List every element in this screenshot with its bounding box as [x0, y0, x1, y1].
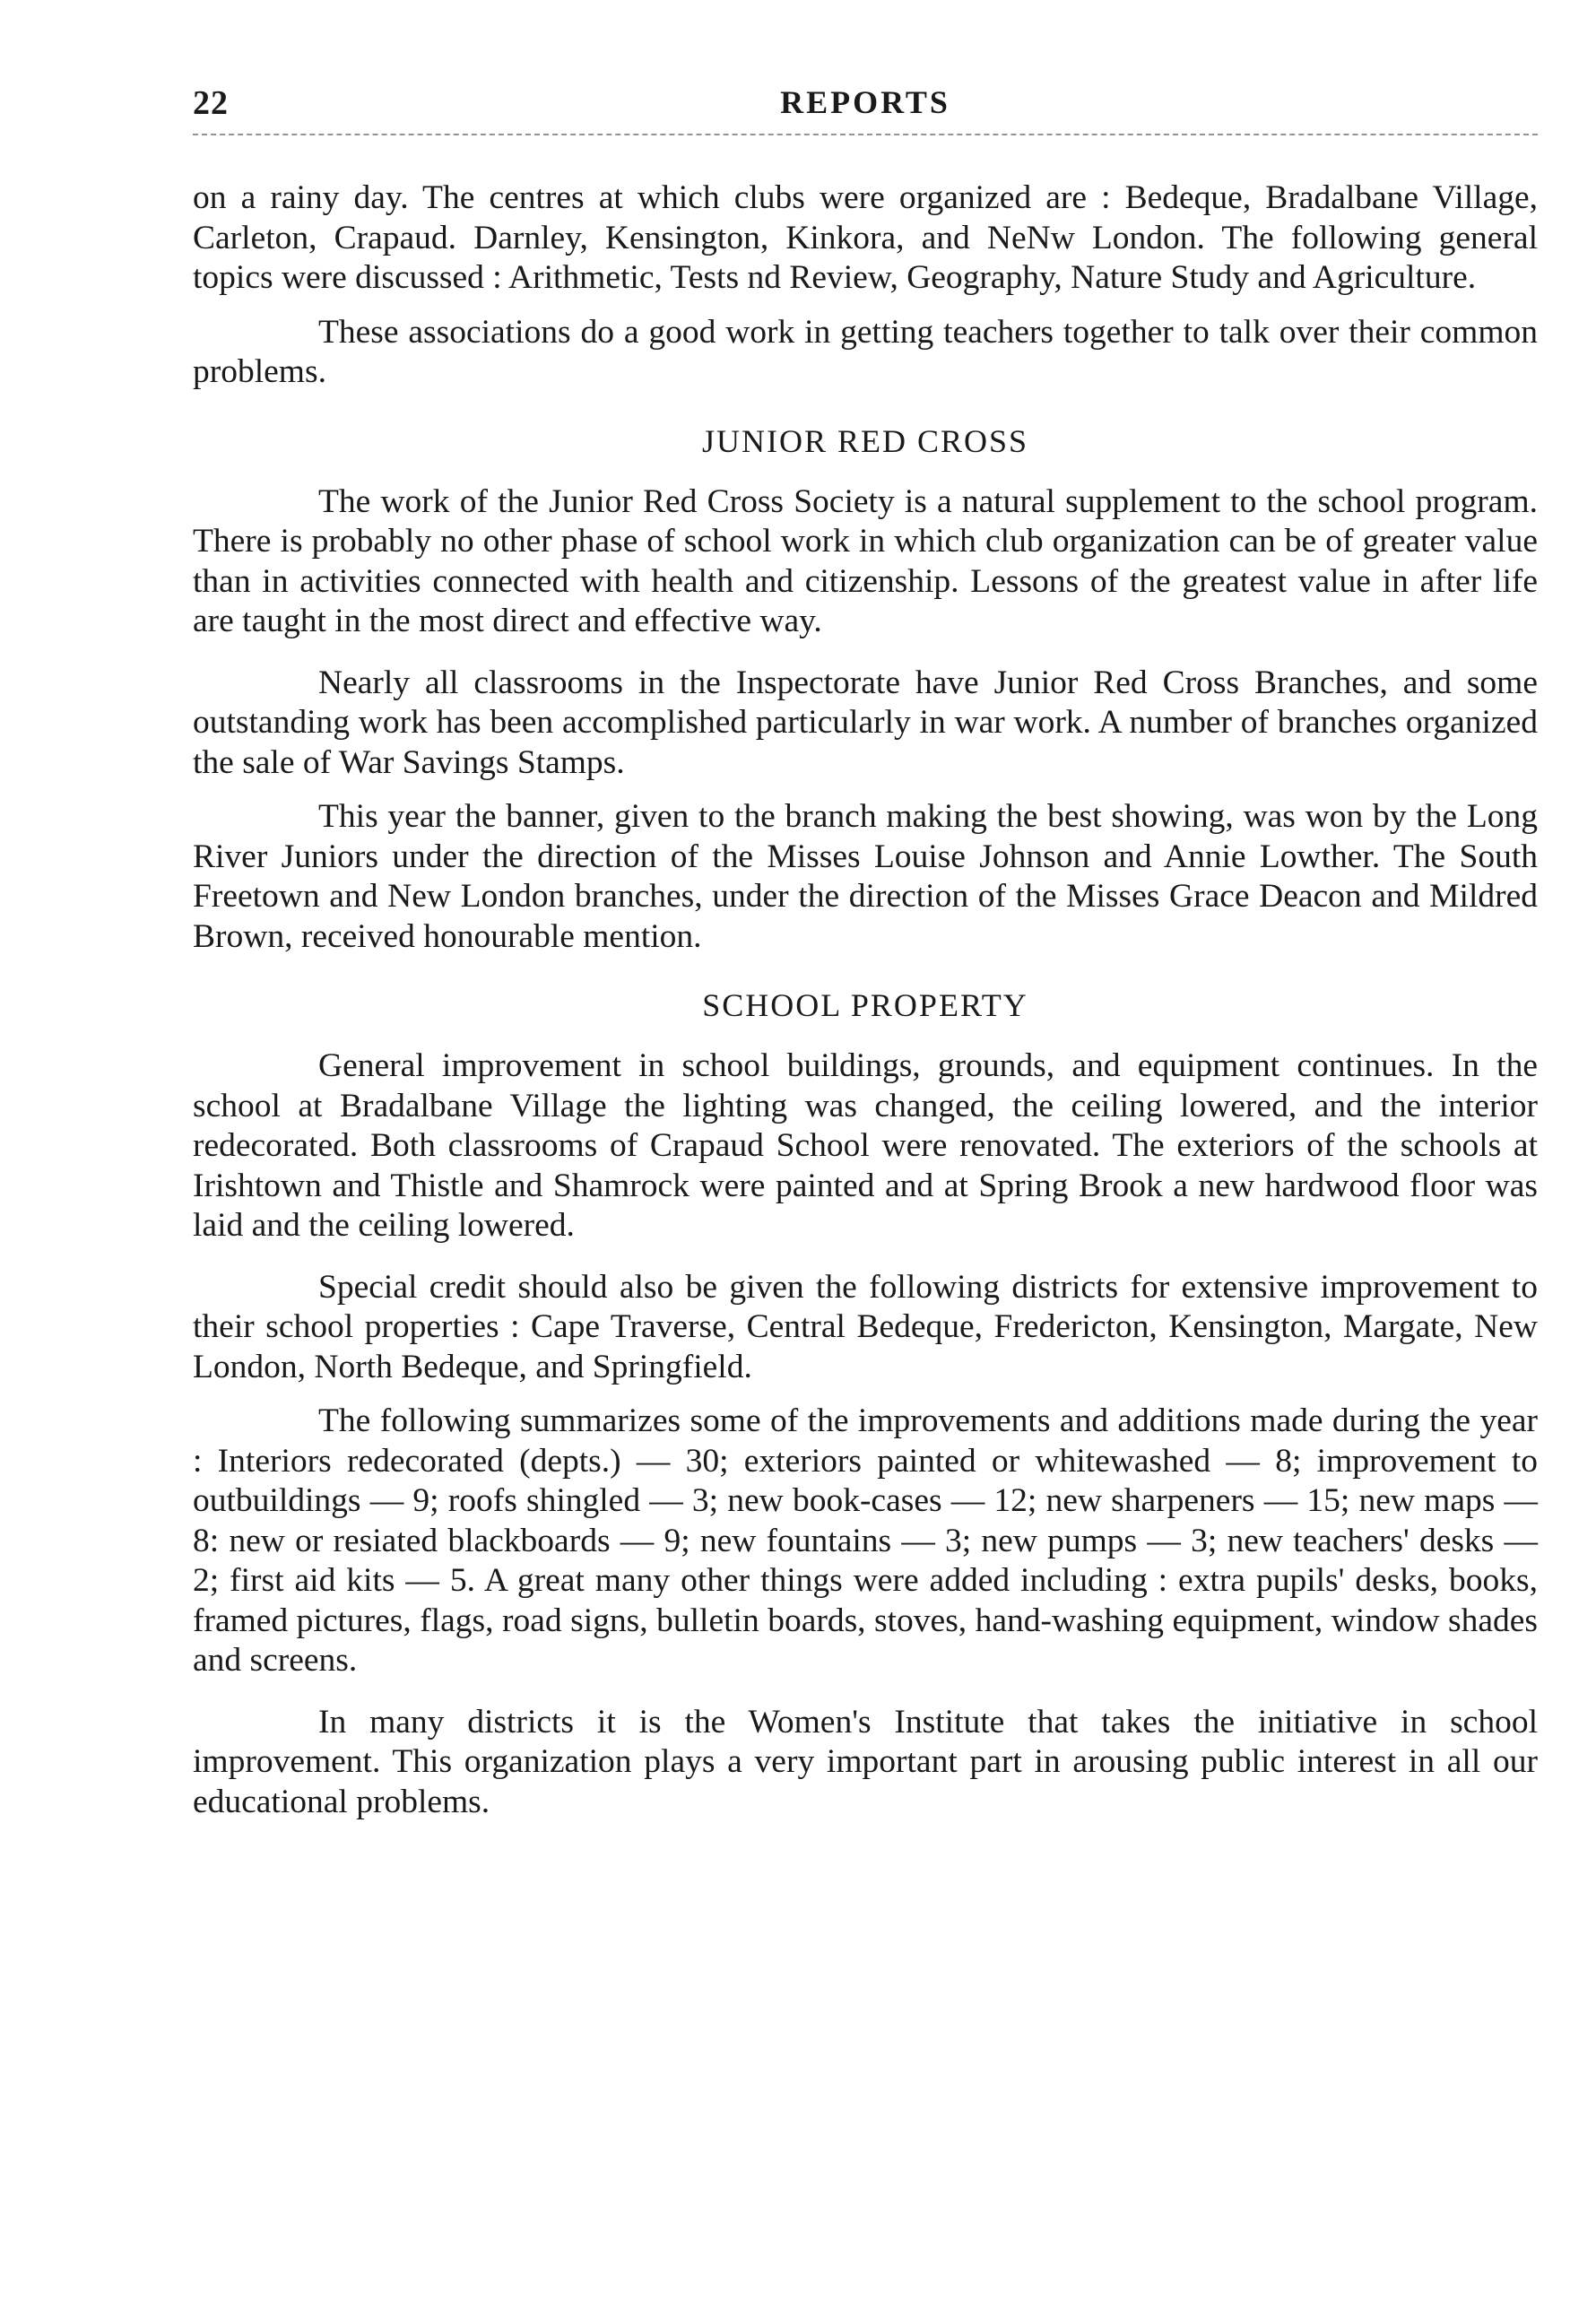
- document-page: [193, 76, 1538, 1844]
- heading-junior-red-cross: JUNIOR RED CROSS: [701, 422, 1029, 459]
- body-text: [193, 178, 1538, 1822]
- paragraph-red-cross-work: The work of the Junior Red Cross Society is a natural supplement to the school program. There is probably no other phase of school work in which club organization can be of greater value than in activities connected with health and citizenship. Lessons of the greatest value in after life are taught in the most direct and effective way.: [193, 482, 1538, 639]
- paragraph-womens-institute: In many districts it is the Women's Institute that takes the initiative in school improvement. This organization plays a very important part in arousing public interest in all our educational problems.: [193, 1703, 1538, 1820]
- paragraph-improvement-summary: The following summarizes some of the improvements and additions made during the year : Interiors redecorated (depts.) — 30; exteriors painted or whitewashed — 8; improvement to outbuildings — 9; roofs shingled — 3; new book-cases — 12; new sharpeners — 15; new maps — 8: new or resiated blackboards — 9; new fountains — 3; new pumps — 3; new teachers' desks — 2; first aid kits — 5. A great many other things were added including : extra pupils' desks, books, framed pictures, flags, road signs, bulletin boards, stoves, hand-washing equipment, window shades and screens.: [193, 1402, 1538, 1679]
- running-header: [193, 76, 1538, 130]
- paragraph-special-credit: Special credit should also be given the following districts for extensive improvement to their school properties : Cape Traverse, Central Bedeque, Fredericton, Kensington, Margate, New London, North Bedeque, and Springfield.: [193, 1268, 1538, 1385]
- paragraph-general-improvement: General improvement in school buildings, grounds, and equipment continues. In the school at Bradalbane Village the lighting was changed, the ceiling lowered, and the interior redecorated. Both classrooms of Crapaud School were renovated. The exteriors of the schools at Irishtown and Thistle and Shamrock were painted and at Spring Brook a new hardwood floor was laid and the ceiling lowered.: [193, 1047, 1538, 1244]
- paragraph-teacher-clubs: on a rainy day. The centres at which clubs were organized are : Bedeque, Bradalbane Village, Carleton, Crapaud. Darnley, Kensington, Kinkora, and NeNw London. The following general topics were discussed : Arithmetic, Tests nd Review, Geography, Nature Study and Agriculture.: [193, 179, 1538, 296]
- paragraph-associations: These associations do a good work in getting teachers together to talk over their common problems.: [193, 313, 1538, 390]
- page-number: 22: [193, 84, 229, 122]
- paragraph-banner: This year the banner, given to the branch making the best showing, was won by the Long River Juniors under the direction of the Misses Louise Johnson and Annie Lowther. The South Freetown and New London branches, under the direction of the Misses Grace Deacon and Mildred Brown, received honourable mention.: [193, 798, 1538, 955]
- paragraph-red-cross-branches: Nearly all classrooms in the Inspectorate have Junior Red Cross Branches, and some outstanding work has been accomplished particularly in war work. A number of branches organized the sale of War Savings Stamps.: [193, 664, 1538, 781]
- header-rule: [193, 134, 1538, 135]
- heading-school-property: SCHOOL PROPERTY: [702, 987, 1028, 1023]
- running-title: REPORTS: [780, 84, 950, 120]
